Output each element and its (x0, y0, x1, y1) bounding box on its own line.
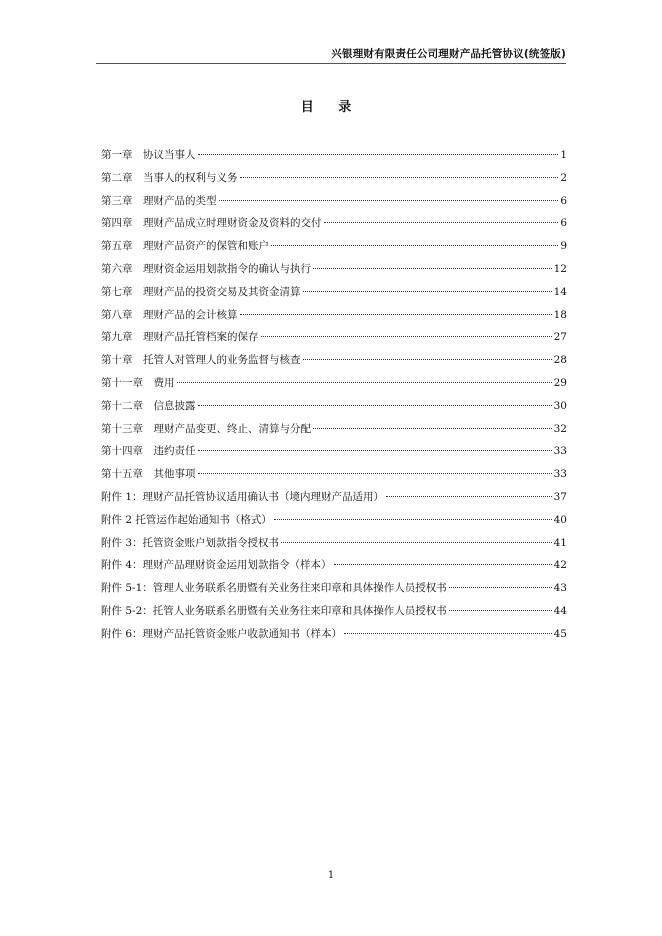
toc-entry-label: 附件 3：托管资金账户划款指令授权书 (101, 536, 280, 549)
toc-entry-label: 第三章 理财产品的类型 (101, 194, 217, 207)
dot-leader (313, 268, 552, 269)
toc-entry-label: 第一章 协议当事人 (101, 149, 196, 161)
toc-entry-page: 33 (553, 468, 567, 481)
toc-entry-label: 附件 4：理财产品理财资金运用划款指令（样本） (101, 559, 332, 572)
dot-leader (177, 382, 552, 383)
toc-entry-label: 附件 6：理财产品托管资金账户收款通知书（样本） (101, 627, 343, 640)
toc-entry[interactable] (101, 490, 567, 513)
toc-entry[interactable] (101, 558, 567, 581)
toc-entry-label: 第十四章 违约责任 (101, 445, 196, 458)
toc-entry-label: 第六章 理财资金运用划款指令的确认与执行 (101, 262, 311, 275)
running-header: 兴银理财有限责任公司理财产品托管协议(统签版) (331, 48, 566, 60)
toc-entry-label: 第九章 理财产品托管档案的保存 (101, 331, 259, 344)
toc-entry[interactable] (101, 376, 567, 399)
toc-entry-page: 41 (553, 536, 567, 549)
toc-entry[interactable] (101, 353, 567, 376)
toc-entry-page: 42 (553, 559, 567, 572)
toc-entry-label: 第十二章 信息披露 (101, 399, 196, 412)
toc-entry[interactable] (101, 216, 567, 239)
dot-leader (271, 245, 558, 246)
toc-entry-page: 37 (553, 490, 567, 503)
dot-leader (313, 428, 552, 429)
toc-entry-label: 第十一章 费用 (101, 376, 175, 389)
toc-entry-page: 2 (560, 171, 567, 184)
toc-entry-page: 32 (553, 422, 567, 435)
toc-entry[interactable] (101, 444, 567, 467)
dot-leader (198, 154, 559, 155)
dot-leader (334, 564, 552, 565)
toc-entry[interactable] (101, 536, 567, 559)
toc-entry-label: 第七章 理财产品的投资交易及其资金清算 (101, 285, 301, 298)
toc-entry-page: 33 (553, 445, 567, 458)
toc-entry-page: 1 (560, 149, 567, 161)
toc-entry-page: 6 (560, 217, 567, 230)
toc-entry[interactable] (101, 467, 567, 490)
dot-leader (449, 610, 552, 611)
dot-leader (240, 314, 552, 315)
toc-entry[interactable] (101, 399, 567, 422)
toc-entry-page: 27 (553, 331, 567, 344)
dot-leader (303, 359, 552, 360)
dot-leader (449, 587, 552, 588)
dot-leader (219, 200, 559, 201)
dot-leader (198, 405, 552, 406)
dot-leader (303, 291, 552, 292)
dot-leader (274, 519, 552, 520)
toc-entry-page: 28 (553, 354, 567, 367)
toc-entry[interactable] (101, 627, 567, 650)
toc-entry-page: 29 (553, 376, 567, 389)
toc-entry[interactable] (101, 194, 567, 217)
header-divider (96, 63, 566, 64)
toc-entry-label: 附件 1：理财产品托管协议适用确认书（境内理财产品适用） (101, 490, 385, 503)
toc-entry-page: 14 (553, 285, 567, 298)
toc-entry[interactable] (101, 262, 567, 285)
toc-entry-label: 第五章 理财产品资产的保管和账户 (101, 240, 269, 253)
dot-leader (198, 473, 552, 474)
toc-entry-label: 第十章 托管人对管理人的业务监督与核查 (101, 354, 301, 367)
toc-entry[interactable] (101, 422, 567, 445)
toc-entry-page: 18 (553, 308, 567, 321)
toc-entry-page: 45 (553, 627, 567, 640)
toc-entry-page: 30 (553, 399, 567, 412)
page-number: 1 (327, 870, 335, 881)
toc-entry-label: 附件 5-1：管理人业务联系名册暨有关业务往来印章和具体操作人员授权书 (101, 582, 447, 595)
toc-entry-label: 附件 2 托管运作起始通知书（格式） (101, 513, 272, 526)
toc-entry-label: 第二章 当事人的权利与义务 (101, 171, 238, 184)
toc-entry-page: 44 (553, 604, 567, 617)
toc-entry[interactable] (101, 581, 567, 604)
toc-entry[interactable] (101, 308, 567, 331)
toc-entry-label: 第八章 理财产品的会计核算 (101, 308, 238, 321)
toc-title: 目 录 (300, 100, 362, 115)
toc-entry[interactable] (101, 148, 567, 171)
toc-entry-page: 43 (553, 582, 567, 595)
toc-entry-page: 9 (560, 240, 567, 253)
toc-entry-label: 第十五章 其他事项 (101, 468, 196, 481)
toc-entry-label: 附件 5-2：托管人业务联系名册暨有关业务往来印章和具体操作人员授权书 (101, 604, 447, 617)
toc-entry[interactable] (101, 330, 567, 353)
dot-leader (240, 177, 559, 178)
toc-entry[interactable] (101, 604, 567, 627)
toc-entry[interactable] (101, 239, 567, 262)
toc-entry[interactable] (101, 171, 567, 194)
toc-entry[interactable] (101, 285, 567, 308)
toc-entry-label: 第四章 理财产品成立时理财资金及资料的交付 (101, 217, 322, 230)
toc-entry[interactable] (101, 513, 567, 536)
table-of-contents (101, 148, 567, 650)
toc-entry-page: 12 (553, 262, 567, 275)
toc-entry-page: 6 (560, 194, 567, 207)
dot-leader (198, 450, 552, 451)
dot-leader (261, 336, 552, 337)
dot-leader (386, 496, 552, 497)
dot-leader (344, 633, 552, 634)
toc-entry-page: 40 (553, 513, 567, 526)
dot-leader (281, 542, 552, 543)
dot-leader (324, 222, 559, 223)
toc-entry-label: 第十三章 理财产品变更、终止、清算与分配 (101, 422, 311, 435)
